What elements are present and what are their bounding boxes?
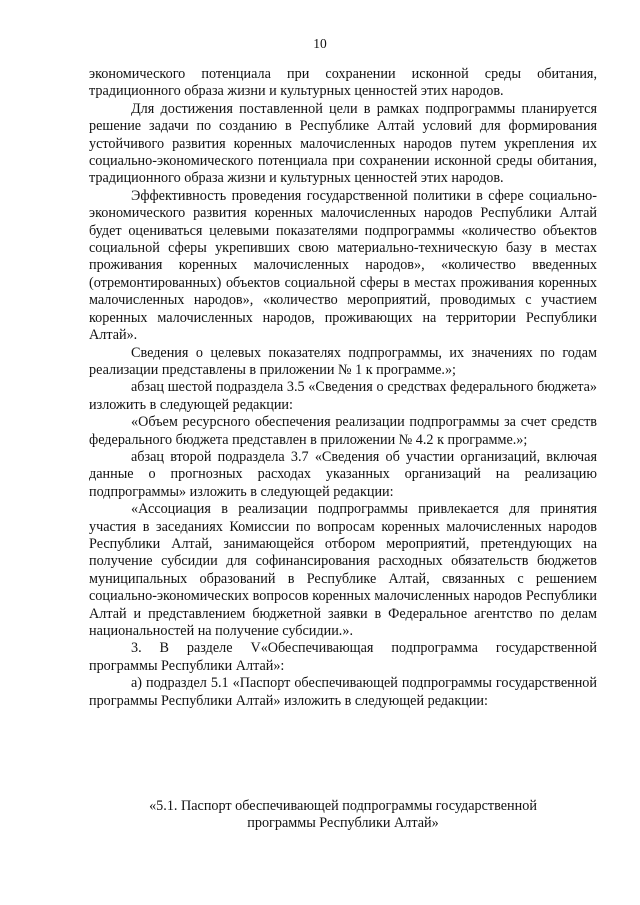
paragraph-amendment-3-7: абзац второй подраздела 3.7 «Сведения об участии организаций, включая данные о прогнозных расходах указанных организаций на реализацию подпрограммы» изложить в следующей редакции:: [89, 448, 597, 500]
section-title: [89, 798, 597, 833]
document-body: [89, 66, 597, 710]
section-title-line-1: «5.1. Паспорт обеспечивающей подпрограммы государственной: [149, 798, 537, 814]
paragraph-association-quote: «Ассоциация в реализации подпрограммы привлекается для принятия участия в заседаниях Комиссии по вопросам коренных малочисленных народов Республики Алтай, занимающейся отбором мероприятий, претендующих на получение субсидии для софинансирования расходных обязательств бюджетов муниципальных образований в Республике Алтай, связанных с решением социально-экономических вопросов коренных малочисленных народов Республики Алтай и представлением бюджетной заявки в Федеральное агентство по делам национальностей на получение субсидии.».: [89, 501, 597, 639]
paragraph-subsection-5-1: а) подраздел 5.1 «Паспорт обеспечивающей подпрограммы государственной программы Республики Алтай» изложить в следующей редакции:: [89, 675, 597, 709]
paragraph-indicators: Сведения о целевых показателях подпрограммы, их значениях по годам реализации представлены в приложении № 1 к программе.»;: [89, 344, 597, 378]
paragraph-goal: Для достижения поставленной цели в рамках подпрограммы планируется решение задачи по созданию в Республике Алтай условий для формирования устойчивого развития коренных малочисленных народов путем укрепления их социально-экономического потенциала при сохранении исконной среды обитания, традиционного образа жизни и культурных ценностей этих народов.: [89, 100, 597, 187]
paragraph-budget-quote: «Объем ресурсного обеспечения реализации подпрограммы за счет средств федерального бюджета представлен в приложении № 4.2 к программе.»;: [89, 414, 597, 448]
paragraph-amendment-3-5: абзац шестой подраздела 3.5 «Сведения о средствах федерального бюджета» изложить в следующей редакции:: [89, 379, 597, 413]
section-title-line-2: программы Республики Алтай»: [247, 815, 439, 832]
paragraph-continuation: экономического потенциала при сохранении исконной среды обитания, традиционного образа жизни и культурных ценностей этих народов.: [89, 66, 597, 100]
paragraph-efficiency: Эффективность проведения государственной политики в сфере социально-экономического развития коренных малочисленных народов Республики Алтай будет оцениваться целевыми показателями подпрограммы «количество объектов социальной сферы укрепивших свою материально-техническую базу в местах проживания коренных малочисленных народов», «количество введенных (отремонтированных) объектов социальной сферы в местах проживания коренных малочисленных народов», «количество мероприятий, проводимых с участием коренных малочисленных народов, проживающих на территории Республики Алтай».: [89, 187, 597, 344]
paragraph-section-v: 3. В разделе V«Обеспечивающая подпрограмма государственной программы Республики Алтай»:: [89, 640, 597, 674]
page-number: 10: [313, 36, 327, 51]
